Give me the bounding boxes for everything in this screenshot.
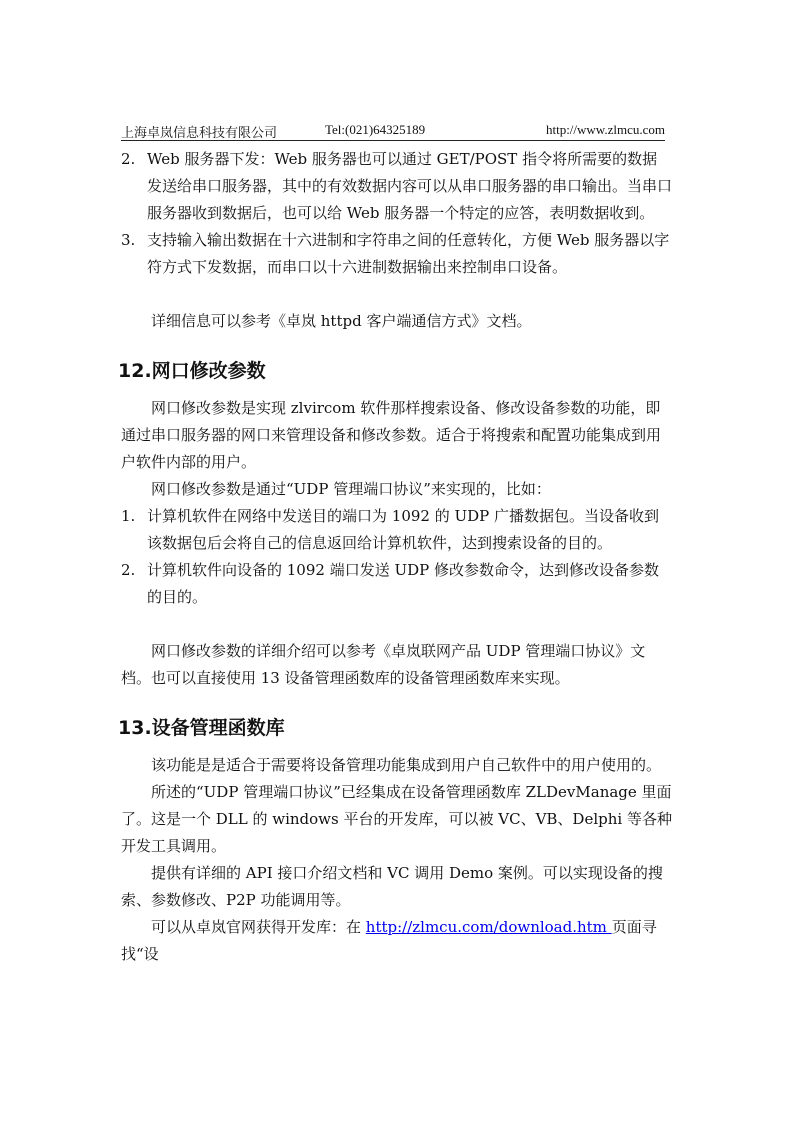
list-item [121,557,672,611]
download-link[interactable]: http://zlmcu.com/download.htm [365,918,612,936]
list-text: 支持输入输出数据在十六进制和字符串之间的任意转化，方便 Web 服务器以字符方式下发数据，而串口以十六进制数据输出来控制串口设备。 [147,231,670,276]
download-text-before: 可以从卓岚官网获得开发库：在 [151,918,366,936]
section-13-heading: 13.设备管理函数库 [118,717,285,739]
document-body [118,146,673,968]
list-number: 3. [121,231,136,249]
header-tel: Tel:(021)64325189 [325,122,426,137]
list-text: 计算机软件在网络中发送目的端口为 1092 的 UDP 广播数据包。当设备收到该数据包后会将自己的信息返回给计算机软件，达到搜索设备的目的。 [147,507,660,552]
header-company: 上海卓岚信息科技有限公司 [121,126,278,141]
download-text-after: 页面寻找“设 [121,918,657,963]
list-number: 2. [121,561,136,579]
list-text: 计算机软件向设备的 1092 端口发送 UDP 修改参数命令，达到修改设备参数的目的。 [147,561,660,606]
paragraph: 所述的“UDP 管理端口协议”已经集成在设备管理函数库 ZLDevManage 里面了。这是一个 DLL 的 windows 平台的开发库，可以被 VC、VB、Delphi 等各种开发工具调用。 [121,783,672,855]
paragraph: 提供有详细的 API 接口介绍文档和 VC 调用 Demo 案例。可以实现设备的搜索、参数修改、P2P 功能调用等。 [121,864,663,909]
section-12-heading: 12.网口修改参数 [118,360,266,382]
paragraph: 网口修改参数的详细介绍可以参考《卓岚联网产品 UDP 管理端口协议》文档。也可以直接使用 13 设备管理函数库的设备管理函数库来实现。 [121,642,646,687]
page-header [121,120,665,141]
paragraph: 该功能是是适合于需要将设备管理功能集成到用户自己软件中的用户使用的。 [151,756,662,774]
list-item [121,146,672,227]
list-item [121,227,672,281]
list-number: 1. [121,507,136,525]
list-number: 2. [121,150,136,168]
header-url: http://www.zlmcu.com [545,122,665,137]
paragraph [121,914,672,968]
list-text: Web 服务器下发：Web 服务器也可以通过 GET/POST 指令将所需要的数据发送给串口服务器，其中的有效数据内容可以从串口服务器的串口输出。当串口服务器收到数据后，也可以给 Web 服务器一个特定的应答，表明数据收到。 [147,150,673,222]
list-item [121,503,672,557]
paragraph: 网口修改参数是通过“UDP 管理端口协议”来实现的，比如： [151,480,551,498]
paragraph: 网口修改参数是实现 zlvircom 软件那样搜索设备、修改设备参数的功能，即通过串口服务器的网口来管理设备和修改参数。适合于将搜索和配置功能集成到用户软件内部的用户。 [121,399,662,471]
reference-paragraph: 详细信息可以参考《卓岚 httpd 客户端通信方式》文档。 [151,312,532,330]
